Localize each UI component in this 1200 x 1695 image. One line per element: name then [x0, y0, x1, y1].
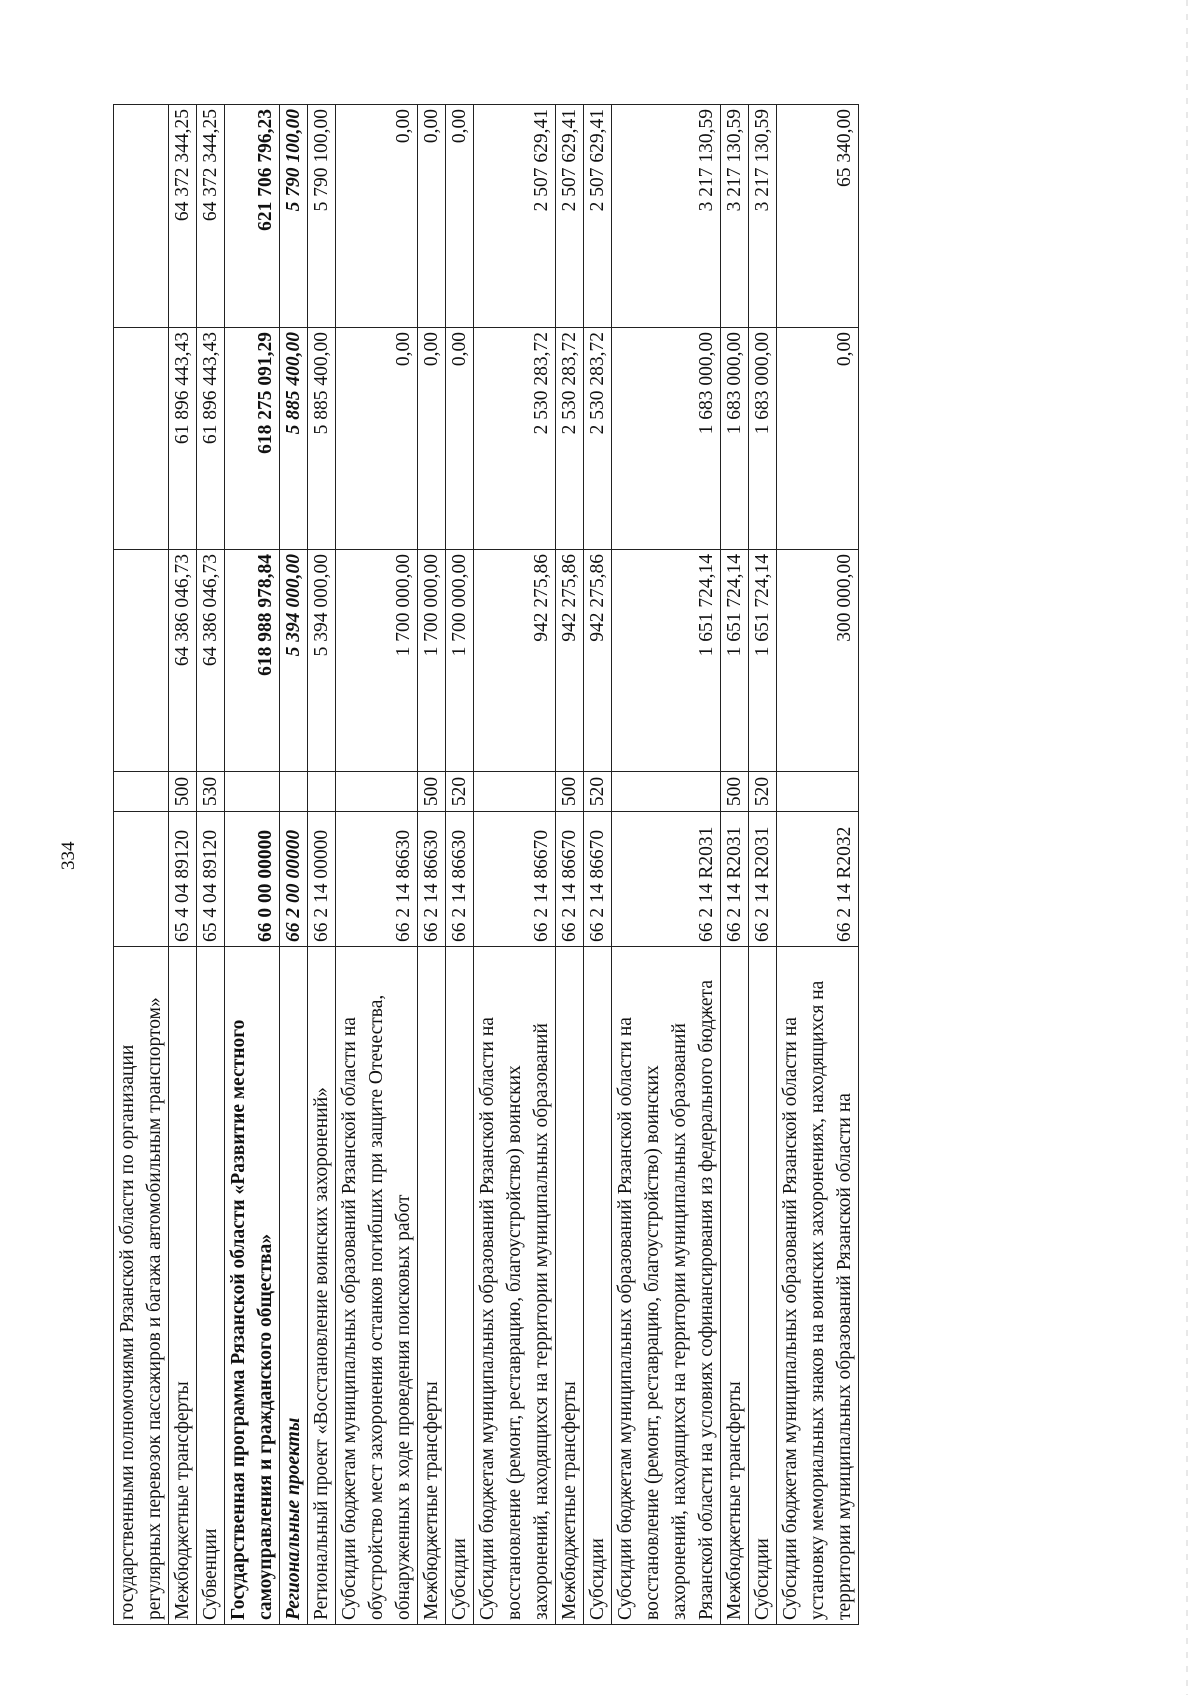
row-type-cell: 500 — [556, 772, 584, 812]
row-type-cell: 520 — [446, 772, 474, 812]
row-code-cell: 66 2 14 86630 — [418, 812, 446, 947]
row-amount-year3-cell: 2 507 629,41 — [556, 105, 584, 328]
row-amount-year3-cell: 0,00 — [446, 105, 474, 328]
row-type-cell — [612, 772, 721, 812]
row-amount-year1-cell: 5 394 000,00 — [280, 550, 308, 772]
row-amount-year1-cell: 64 386 046,73 — [169, 550, 197, 772]
row-name-cell: Региональный проект «Восстановление воинских захоронений» — [308, 947, 336, 1625]
budget-table — [113, 104, 859, 1625]
table-row — [225, 105, 280, 1625]
row-amount-year1-cell — [114, 550, 169, 772]
row-type-cell — [280, 772, 308, 812]
row-type-cell — [777, 772, 859, 812]
row-amount-year1-cell: 618 988 978,84 — [225, 550, 280, 772]
row-code-cell: 66 2 14 R2031 — [612, 812, 721, 947]
row-name-cell: Субсидии — [446, 947, 474, 1625]
row-amount-year1-cell: 942 275,86 — [474, 550, 556, 772]
row-code-cell: 66 2 14 R2032 — [777, 812, 859, 947]
table-row — [336, 105, 418, 1625]
row-amount-year3-cell: 3 217 130,59 — [612, 105, 721, 328]
row-code-cell: 66 2 14 86670 — [474, 812, 556, 947]
row-type-cell: 500 — [169, 772, 197, 812]
row-code-cell: 65 4 04 89120 — [197, 812, 225, 947]
row-amount-year3-cell: 0,00 — [418, 105, 446, 328]
row-amount-year2-cell: 0,00 — [446, 328, 474, 550]
row-name-cell: Межбюджетные трансферты — [418, 947, 446, 1625]
row-amount-year3-cell: 2 507 629,41 — [584, 105, 612, 328]
row-amount-year2-cell: 2 530 283,72 — [556, 328, 584, 550]
row-type-cell: 520 — [749, 772, 777, 812]
table-row — [280, 105, 308, 1625]
row-amount-year1-cell: 64 386 046,73 — [197, 550, 225, 772]
row-name-cell: Межбюджетные трансферты — [169, 947, 197, 1625]
row-amount-year1-cell: 300 000,00 — [777, 550, 859, 772]
table-row — [474, 105, 556, 1625]
row-amount-year2-cell: 1 683 000,00 — [612, 328, 721, 550]
row-amount-year3-cell: 5 790 100,00 — [280, 105, 308, 328]
row-amount-year1-cell: 1 700 000,00 — [336, 550, 418, 772]
row-amount-year1-cell: 1 651 724,14 — [612, 550, 721, 772]
table-row — [777, 105, 859, 1625]
row-name-cell: Субсидии бюджетам муниципальных образований Рязанской области на восстановление (ремонт, реставрацию, благоустройство) воинских захоронений, находящихся на территории муниципальных образований — [474, 947, 556, 1625]
row-name-cell: Межбюджетные трансферты — [721, 947, 749, 1625]
row-type-cell — [225, 772, 280, 812]
row-type-cell — [308, 772, 336, 812]
row-name-cell: Межбюджетные трансферты — [556, 947, 584, 1625]
row-type-cell — [114, 772, 169, 812]
row-code-cell — [114, 812, 169, 947]
row-type-cell — [336, 772, 418, 812]
row-name-cell: Государственная программа Рязанской области «Развитие местного самоуправления и гражданского общества» — [225, 947, 280, 1625]
row-name-cell: государственными полномочиями Рязанской области по организации регулярных перевозок пассажиров и багажа автомобильным транспортом» — [114, 947, 169, 1625]
row-amount-year1-cell: 1 700 000,00 — [418, 550, 446, 772]
row-amount-year3-cell: 3 217 130,59 — [749, 105, 777, 328]
row-amount-year2-cell — [114, 328, 169, 550]
table-row — [418, 105, 446, 1625]
row-code-cell: 65 4 04 89120 — [169, 812, 197, 947]
scan-edge-artifact — [1186, 0, 1188, 1695]
row-amount-year3-cell: 64 372 344,25 — [197, 105, 225, 328]
row-name-cell: Субсидии — [584, 947, 612, 1625]
row-amount-year1-cell: 942 275,86 — [556, 550, 584, 772]
row-amount-year1-cell: 1 651 724,14 — [721, 550, 749, 772]
row-amount-year2-cell: 61 896 443,43 — [169, 328, 197, 550]
row-amount-year3-cell: 621 706 796,23 — [225, 105, 280, 328]
table-row — [612, 105, 721, 1625]
row-type-cell: 520 — [584, 772, 612, 812]
row-name-cell: Региональные проекты — [280, 947, 308, 1625]
rotated-page-content — [113, 105, 859, 1625]
table-row — [446, 105, 474, 1625]
table-row — [556, 105, 584, 1625]
row-code-cell: 66 2 14 R2031 — [749, 812, 777, 947]
row-amount-year3-cell: 2 507 629,41 — [474, 105, 556, 328]
row-type-cell: 500 — [418, 772, 446, 812]
row-amount-year3-cell: 0,00 — [336, 105, 418, 328]
row-amount-year2-cell: 0,00 — [777, 328, 859, 550]
row-amount-year3-cell: 65 340,00 — [777, 105, 859, 328]
table-row — [584, 105, 612, 1625]
row-code-cell: 66 2 14 86670 — [556, 812, 584, 947]
row-name-cell: Субсидии бюджетам муниципальных образований Рязанской области на установку мемориальных знаков на воинских захоронениях, находящихся на территории муниципальных образований Рязанской области на — [777, 947, 859, 1625]
row-name-cell: Субсидии — [749, 947, 777, 1625]
row-code-cell: 66 2 14 00000 — [308, 812, 336, 947]
row-amount-year2-cell: 0,00 — [336, 328, 418, 550]
table-row — [114, 105, 169, 1625]
row-amount-year2-cell: 61 896 443,43 — [197, 328, 225, 550]
row-amount-year2-cell: 618 275 091,29 — [225, 328, 280, 550]
row-code-cell: 66 2 14 86630 — [446, 812, 474, 947]
page-number: 334 — [58, 841, 79, 870]
table-row — [749, 105, 777, 1625]
table-row — [197, 105, 225, 1625]
row-code-cell: 66 2 14 86670 — [584, 812, 612, 947]
table-row — [721, 105, 749, 1625]
row-amount-year1-cell: 1 700 000,00 — [446, 550, 474, 772]
row-amount-year3-cell: 5 790 100,00 — [308, 105, 336, 328]
row-amount-year3-cell: 64 372 344,25 — [169, 105, 197, 328]
table-row — [169, 105, 197, 1625]
row-amount-year3-cell — [114, 105, 169, 328]
row-name-cell: Субсидии бюджетам муниципальных образований Рязанской области на восстановление (ремонт, реставрацию, благоустройство) воинских захоронений, находящихся на территории муниципальных образований Рязанской области на условиях софинансирования из федерального бюджета — [612, 947, 721, 1625]
budget-table-body — [114, 105, 859, 1625]
row-amount-year2-cell: 0,00 — [418, 328, 446, 550]
row-code-cell: 66 0 00 00000 — [225, 812, 280, 947]
table-row — [308, 105, 336, 1625]
row-type-cell — [474, 772, 556, 812]
row-type-cell: 530 — [197, 772, 225, 812]
row-amount-year1-cell: 942 275,86 — [584, 550, 612, 772]
row-amount-year2-cell: 2 530 283,72 — [474, 328, 556, 550]
row-code-cell: 66 2 14 R2031 — [721, 812, 749, 947]
row-type-cell: 500 — [721, 772, 749, 812]
row-amount-year1-cell: 1 651 724,14 — [749, 550, 777, 772]
row-amount-year2-cell: 2 530 283,72 — [584, 328, 612, 550]
row-amount-year2-cell: 5 885 400,00 — [280, 328, 308, 550]
row-code-cell: 66 2 14 86630 — [336, 812, 418, 947]
row-code-cell: 66 2 00 00000 — [280, 812, 308, 947]
row-amount-year2-cell: 1 683 000,00 — [749, 328, 777, 550]
row-name-cell: Субсидии бюджетам муниципальных образований Рязанской области на обустройство мест захоронения останков погибших при защите Отечества, обнаруженных в ходе проведения поисковых работ — [336, 947, 418, 1625]
row-amount-year2-cell: 5 885 400,00 — [308, 328, 336, 550]
row-amount-year1-cell: 5 394 000,00 — [308, 550, 336, 772]
row-amount-year2-cell: 1 683 000,00 — [721, 328, 749, 550]
row-name-cell: Субвенции — [197, 947, 225, 1625]
row-amount-year3-cell: 3 217 130,59 — [721, 105, 749, 328]
